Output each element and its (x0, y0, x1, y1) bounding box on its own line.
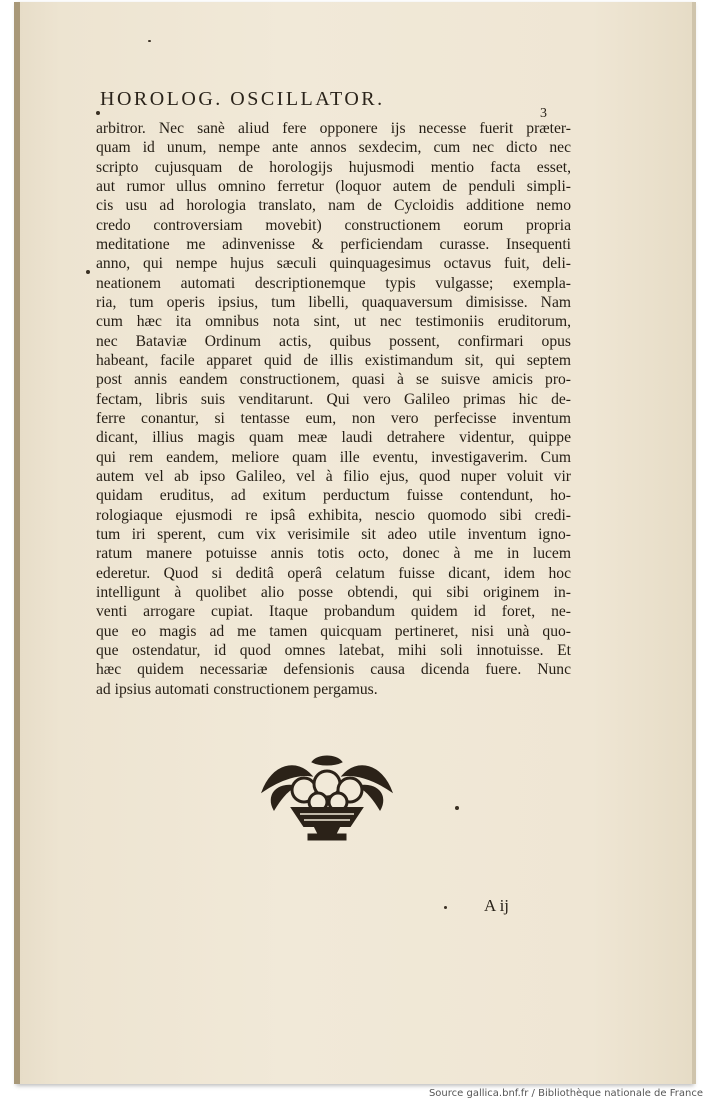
text-line: venti arrogare cupiat. Itaque probandum quidem id foret, ne- (96, 603, 571, 621)
text-line: tum iri sperent, cum vix verisimile sit adeo utile inventum igno- (96, 525, 571, 543)
text-line: ratum manere potuisse annis totis octo, donec à me in lucem (96, 545, 571, 563)
text-line: ad ipsius automati constructionem pergamus. (96, 680, 378, 698)
page-number: 3 (540, 106, 547, 121)
text-line: quam id unum, nempe ante annos sexdecim, cum nec dicto nec (96, 139, 571, 157)
text-line: cis usu ad horologia translato, nam de Cycloidis additione nemo (96, 197, 571, 215)
text-line: credo controversiam movebit) constructionem eorum propria (96, 216, 571, 234)
foxing-spot (148, 40, 151, 42)
text-line: qui rem eandem, meliore quam ille eventu, investigaverim. Cum (96, 448, 571, 466)
text-line: ferre conantur, si tentasse eum, non vero perfecisse inventum (96, 409, 571, 427)
text-line: hæc quidem necessariæ defensionis causa dicenda fuere. Nunc (96, 661, 571, 679)
source-attribution: Source gallica.bnf.fr / Bibliothèque nationale de France (428, 1088, 703, 1099)
text-line: meditatione me adinvenisse & perficiendam curasse. Insequenti (96, 235, 571, 253)
running-head-title: HOROLOG. OSCILLATOR. (100, 88, 385, 110)
foxing-spot (96, 111, 100, 115)
foxing-spot (455, 806, 459, 810)
text-line: aut rumor ullus omnino ferretur (loquor autem de penduli simpli- (96, 177, 571, 195)
text-line: nec Bataviæ Ordinum actis, quibus possent, confirmari opus (96, 332, 571, 350)
text-line: ria, tum operis ipsius, tum libelli, quaquaversum dimisisse. Nam (96, 293, 571, 311)
text-line: anno, qui nempe hujus sæculi quinquagesimus octavus fuit, deli- (96, 255, 571, 273)
text-line: scripto cujusquam de horologijs hujusmodi mentio facta esset, (96, 158, 571, 176)
text-line: post annis eandem constructionem, quasi à se suisve amicis pro- (96, 371, 571, 389)
text-line: arbitror. Nec sanè aliud fere opponere ijs necesse fuerit præter- (96, 120, 571, 137)
text-line: autem vel ab ipso Galileo, vel à filio ejus, quod nuper voluit vir (96, 467, 571, 485)
text-line: rologiaque ejusmodi re ipsâ exhibita, nescio quomodo sibi credi- (96, 506, 571, 524)
signature-mark: A ij (484, 896, 510, 915)
running-head (100, 88, 570, 111)
text-line: cum hæc ita omnibus nota sint, ut nec testimoniis eruditorum, (96, 313, 571, 331)
text-line: quidam eruditus, ad exitum perductum fuisse contendunt, ho- (96, 487, 571, 505)
text-line: ederetur. Quod si deditâ operâ celatum fuisse dicant, idem hoc (96, 564, 571, 582)
text-line: dicant, illius magis quam meæ laudi detrahere videntur, quippe (96, 429, 571, 447)
body-text (96, 119, 571, 699)
foxing-spot (444, 906, 447, 909)
text-line: habeant, facile apparet quid de illis existimandum sit, qui septem (96, 351, 571, 369)
foxing-spot (86, 270, 90, 274)
text-line: fectam, libris suis venditarunt. Qui vero Galileo primas hic de- (96, 390, 571, 408)
fruit-basket-ornament (252, 752, 402, 844)
text-line: que eo magis ad me tamen quicquam pertineret, nisi unà quo- (96, 622, 571, 640)
text-line: neationem automati descriptionemque typis vulgasse; exempla- (96, 274, 571, 292)
text-line: que ostendatur, id quod omnes latebat, mihi soli innotuisse. Et (96, 641, 571, 659)
text-line: intelligunt à quolibet alio posse obtendi, qui sibi originem in- (96, 583, 571, 601)
page-edge (692, 2, 696, 1084)
